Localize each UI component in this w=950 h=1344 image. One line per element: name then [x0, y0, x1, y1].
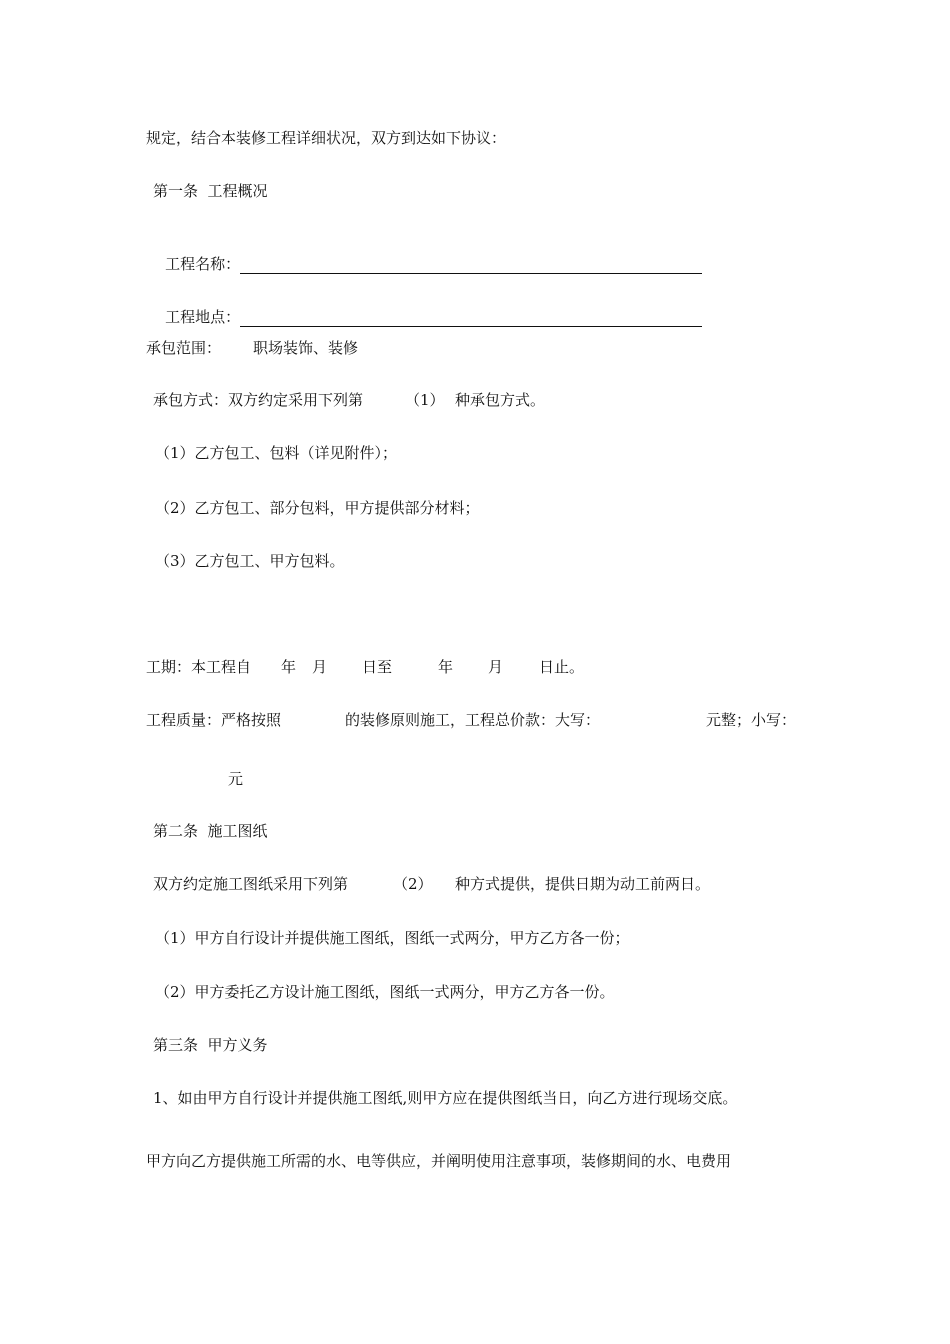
- period-month2: 月: [488, 658, 504, 676]
- article1-heading: 第一条 工程概况: [153, 182, 268, 200]
- drawing-text-a: 双方约定施工图纸采用下列第: [153, 875, 349, 893]
- quality-yuan: 元: [228, 770, 244, 788]
- intro-text: 规定，结合本装修工程详细状况，双方到达如下协议：: [146, 129, 507, 147]
- period-label: 工期：本工程自: [146, 658, 252, 676]
- project-site-label: 工程地点：: [165, 308, 241, 326]
- method-option-1: （1）乙方包工、包料（详见附件）；: [155, 444, 398, 462]
- period-month1: 月: [312, 658, 328, 676]
- quality-text-b: 的装修原则施工，工程总价款：大写：: [345, 711, 601, 729]
- project-name-row: [146, 234, 702, 294]
- project-site-blank: [240, 312, 702, 327]
- project-name-label: 工程名称：: [165, 255, 241, 273]
- drawing-option-1: （1）甲方自行设计并提供施工图纸，图纸一式两分，甲方乙方各一份；: [155, 929, 630, 947]
- period-year1: 年: [281, 658, 297, 676]
- article3-heading: 第三条 甲方义务: [153, 1036, 268, 1054]
- scope-value: 职场装饰、装修: [253, 339, 359, 357]
- period-day1: 日至: [362, 658, 393, 676]
- method-text-b: 种承包方式。: [455, 391, 546, 409]
- period-year2: 年: [438, 658, 454, 676]
- quality-label: 工程质量：严格按照: [146, 711, 282, 729]
- article2-heading: 第二条 施工图纸: [153, 822, 268, 840]
- scope-label: 承包范围：: [146, 339, 222, 357]
- period-day2: 日止。: [539, 658, 585, 676]
- method-choice: （1）: [405, 391, 445, 409]
- article3-item1: 1、如由甲方自行设计并提供施工图纸,则甲方应在提供图纸当日，向乙方进行现场交底。: [153, 1089, 738, 1107]
- project-site-row: [146, 287, 702, 347]
- method-option-3: （3）乙方包工、甲方包料。: [155, 552, 345, 570]
- method-text-a: 承包方式：双方约定采用下列第: [153, 391, 364, 409]
- project-name-blank: [240, 259, 702, 274]
- method-option-2: （2）乙方包工、部分包料，甲方提供部分材料；: [155, 499, 480, 517]
- article3-item2: 甲方向乙方提供施工所需的水、电等供应，并阐明使用注意事项，装修期间的水、电费用: [146, 1152, 732, 1170]
- drawing-text-b: 种方式提供，提供日期为动工前两日。: [455, 875, 711, 893]
- quality-text-c: 元整；小写：: [706, 711, 797, 729]
- drawing-choice: （2）: [393, 875, 433, 893]
- drawing-option-2: （2）甲方委托乙方设计施工图纸，图纸一式两分，甲方乙方各一份。: [155, 983, 615, 1001]
